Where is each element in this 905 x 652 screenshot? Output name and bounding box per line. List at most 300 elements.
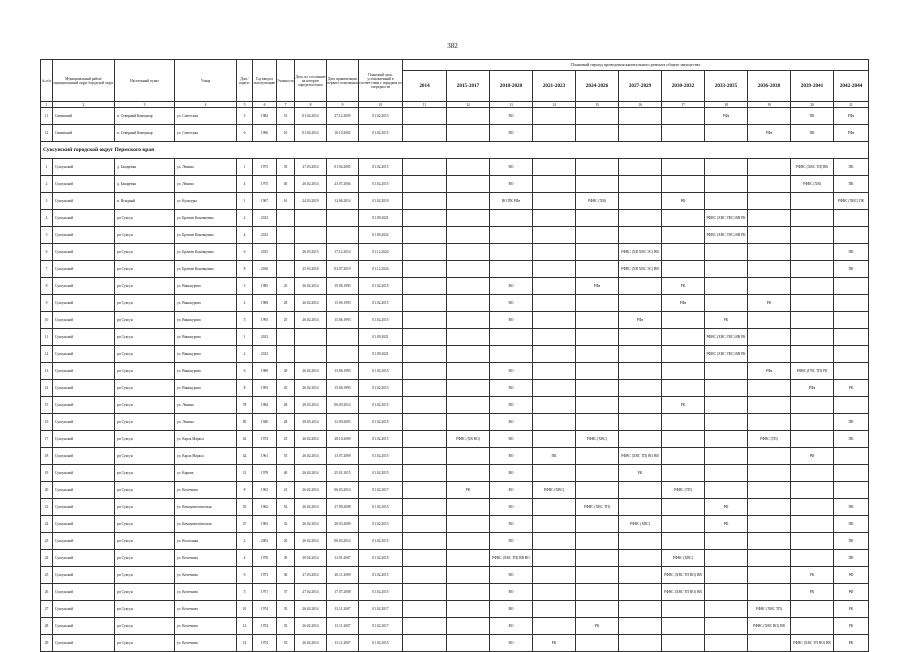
table-cell	[403, 346, 447, 363]
table-cell: РФВС (ХВС) ПК	[834, 193, 869, 210]
table-cell: РФВС (ХВ)	[791, 176, 834, 193]
year-header: 2024-2026	[576, 71, 619, 102]
column-number: 16	[619, 102, 662, 108]
table-cell: РФ	[662, 193, 705, 210]
table-cell	[533, 108, 576, 125]
table-cell	[791, 210, 834, 227]
table-cell	[576, 482, 619, 499]
table-cell	[533, 533, 576, 550]
table-cell: 3	[41, 193, 53, 210]
table-row	[41, 210, 869, 227]
table-cell	[447, 584, 490, 601]
table-cell: 29	[41, 635, 53, 652]
table-cell	[619, 380, 662, 397]
table-cell	[705, 193, 748, 210]
table-cell: РФВС (ТП)	[662, 482, 705, 499]
table-cell	[662, 516, 705, 533]
table-cell: 15.06.1993	[327, 295, 359, 312]
table-cell: ПК	[834, 533, 869, 550]
table-cell	[447, 244, 490, 261]
table-cell: ул. Кочеткова	[175, 482, 237, 499]
table-cell: 16.10.2002	[327, 125, 359, 142]
table-cell: 26.02.2014	[295, 618, 327, 635]
table-cell	[447, 295, 490, 312]
table-cell: 25	[277, 278, 295, 295]
table-cell: 25	[41, 567, 53, 584]
table-cell: 24.03.2019	[295, 193, 327, 210]
table-cell: 01.02.2015	[359, 516, 403, 533]
table-cell: 1974	[253, 618, 277, 635]
table-cell: РФ	[791, 448, 834, 465]
table-cell	[447, 465, 490, 482]
table-cell: 01.04.2005	[327, 159, 359, 176]
table-cell	[748, 227, 791, 244]
table-cell: 28	[41, 618, 53, 635]
table-cell	[705, 465, 748, 482]
table-cell	[447, 618, 490, 635]
table-cell: 1971	[253, 584, 277, 601]
table-cell	[403, 431, 447, 448]
table-cell	[403, 380, 447, 397]
table-cell	[490, 227, 533, 244]
table-cell: 25	[277, 312, 295, 329]
table-row	[41, 312, 869, 329]
table-cell: 15	[41, 397, 53, 414]
table-cell: 26.02.2014	[295, 278, 327, 295]
table-cell	[576, 108, 619, 125]
table-cell: РК	[748, 295, 791, 312]
table-cell: ВО	[490, 567, 533, 584]
table-cell	[662, 618, 705, 635]
table-cell: ул. Кочеткова	[175, 584, 237, 601]
table-cell	[662, 533, 705, 550]
table-cell: РФ	[834, 584, 869, 601]
col-header: Населенный пункт	[115, 60, 175, 102]
table-cell	[791, 618, 834, 635]
table-cell	[403, 618, 447, 635]
table-cell: рп Суксун	[115, 380, 175, 397]
col-header: № п/п	[41, 60, 53, 102]
table-cell: 26.02.2014	[295, 431, 327, 448]
table-cell: 26.02.2014	[295, 601, 327, 618]
table-cell: Суксунский	[53, 465, 115, 482]
table-cell: рп Суксун	[115, 635, 175, 652]
table-cell	[619, 210, 662, 227]
table-row	[41, 380, 869, 397]
table-cell	[533, 125, 576, 142]
table-cell	[576, 227, 619, 244]
table-cell	[533, 363, 576, 380]
table-cell	[533, 176, 576, 193]
table-cell	[403, 567, 447, 584]
column-number: 7	[277, 102, 295, 108]
table-cell	[748, 397, 791, 414]
table-cell: ПК	[834, 431, 869, 448]
table-row	[41, 295, 869, 312]
table-cell: Суксунский	[53, 227, 115, 244]
table-cell	[619, 159, 662, 176]
table-cell	[619, 499, 662, 516]
table-cell: 01.04.2014	[295, 108, 327, 125]
table-cell: ул. Кочеткова	[175, 550, 237, 567]
table-cell: 25.03.2016	[295, 261, 327, 278]
table-cell	[533, 346, 576, 363]
table-cell	[576, 465, 619, 482]
col-header: Муниципальный район/муниципальный округ/городской округ	[53, 60, 115, 102]
table-cell: Суксунский	[53, 312, 115, 329]
table-cell: Суксунский	[53, 567, 115, 584]
table-cell: 1975	[253, 159, 277, 176]
table-cell	[295, 329, 327, 346]
table-row	[41, 278, 869, 295]
table-cell	[533, 550, 576, 567]
table-cell: Суксунский	[53, 329, 115, 346]
table-cell: ПК	[834, 159, 869, 176]
table-cell: 26.02.2014	[295, 380, 327, 397]
table-cell	[619, 125, 662, 142]
year-header: 2030-2032	[662, 71, 705, 102]
table-cell: 01.02.2015	[359, 431, 403, 448]
table-cell	[619, 295, 662, 312]
table-cell	[533, 584, 576, 601]
year-header: 2036-2038	[748, 71, 791, 102]
column-number: 17	[662, 102, 705, 108]
column-number: 18	[705, 102, 748, 108]
table-cell	[447, 448, 490, 465]
table-cell	[662, 329, 705, 346]
table-cell: 1963	[253, 516, 277, 533]
table-cell: ул. Ленина	[175, 159, 237, 176]
table-cell	[748, 108, 791, 125]
table-cell: ул. Винокурова	[175, 346, 237, 363]
table-cell: ВО	[490, 465, 533, 482]
table-cell	[662, 499, 705, 516]
table-cell	[277, 346, 295, 363]
table-cell: 2012	[253, 329, 277, 346]
table-cell: Суксунский	[53, 414, 115, 431]
table-cell: РФВС (ХВ ХВС ЭС) ВВ	[619, 261, 662, 278]
table-cell: 27.03.2014	[295, 567, 327, 584]
year-header: 2014	[403, 71, 447, 102]
table-cell: РК	[834, 601, 869, 618]
table-cell: 01.02.2015	[359, 533, 403, 550]
table-cell: 01.02.2015	[359, 380, 403, 397]
table-cell	[576, 363, 619, 380]
table-cell	[791, 550, 834, 567]
table-cell	[533, 261, 576, 278]
table-cell: 1	[237, 193, 253, 210]
table-cell: РФа	[619, 312, 662, 329]
table-cell: 40	[277, 465, 295, 482]
table-cell: 10	[237, 601, 253, 618]
table-cell	[834, 448, 869, 465]
table-cell: РК	[619, 465, 662, 482]
table-cell: 2	[237, 533, 253, 550]
table-cell	[447, 210, 490, 227]
table-row	[41, 261, 869, 278]
table-cell: ВО	[490, 159, 533, 176]
table-cell: рп Суксун	[115, 516, 175, 533]
table-cell: 06.09.2014	[327, 397, 359, 414]
table-cell	[791, 244, 834, 261]
table-cell	[447, 278, 490, 295]
table-cell	[403, 448, 447, 465]
table-cell: Суксунский	[53, 601, 115, 618]
table-cell	[662, 227, 705, 244]
table-cell: ул. Братьев Коновцевых	[175, 210, 237, 227]
table-cell: 28.03.2014	[295, 397, 327, 414]
table-cell	[662, 431, 705, 448]
table-cell: ул. Колхозная	[175, 533, 237, 550]
table-cell	[447, 380, 490, 397]
table-cell: ВО	[490, 363, 533, 380]
year-header: 2039-2041	[791, 71, 834, 102]
table-cell	[791, 346, 834, 363]
table-cell: ПК	[834, 261, 869, 278]
year-header: 2018-2020	[490, 71, 533, 102]
table-cell	[447, 601, 490, 618]
table-cell: 1	[237, 329, 253, 346]
table-cell: РФВС (ХВС ВО) ВВ	[748, 618, 791, 635]
table-cell	[705, 567, 748, 584]
table-cell	[705, 448, 748, 465]
table-cell: рп Суксун	[115, 329, 175, 346]
table-cell: Суксунский	[53, 363, 115, 380]
table-cell	[662, 176, 705, 193]
table-cell: ПК	[834, 176, 869, 193]
table-cell	[403, 363, 447, 380]
table-row	[41, 465, 869, 482]
table-cell	[403, 312, 447, 329]
table-cell: 26.02.2014	[295, 363, 327, 380]
column-number: 12	[447, 102, 490, 108]
table-cell	[403, 295, 447, 312]
table-cell: Суксунский	[53, 499, 115, 516]
table-cell	[277, 210, 295, 227]
table-cell	[533, 397, 576, 414]
table-cell: п. Северный Коммунар	[115, 108, 175, 125]
table-cell: рп Суксун	[115, 261, 175, 278]
table-cell: 12	[41, 125, 53, 142]
table-cell	[447, 363, 490, 380]
table-cell: Суксунский	[53, 380, 115, 397]
table-cell: 01.02.2015	[359, 108, 403, 125]
table-cell: РК	[791, 567, 834, 584]
table-cell	[447, 193, 490, 210]
table-cell: ПК	[791, 125, 834, 142]
table-cell	[662, 363, 705, 380]
table-cell: 01.02.2015	[359, 635, 403, 652]
table-cell: РК	[834, 635, 869, 652]
table-cell	[490, 261, 533, 278]
table-cell: ул. Коммунистическая	[175, 499, 237, 516]
table-cell: 26.02.2014	[295, 312, 327, 329]
table-cell	[576, 346, 619, 363]
table-cell: 01.04.2014	[295, 125, 327, 142]
table-cell	[490, 244, 533, 261]
table-cell	[619, 414, 662, 431]
table-cell	[748, 499, 791, 516]
table-cell	[662, 210, 705, 227]
table-cell: РФВС (ХВС)	[662, 550, 705, 567]
year-header: 2042-2044	[834, 71, 869, 102]
table-cell	[447, 550, 490, 567]
table-cell: ВО	[490, 125, 533, 142]
table-cell: 35	[237, 499, 253, 516]
table-cell: РФа	[834, 125, 869, 142]
table-cell	[748, 482, 791, 499]
table-cell: 8	[237, 261, 253, 278]
table-row	[41, 363, 869, 380]
column-number: 3	[115, 102, 175, 108]
table-cell	[705, 261, 748, 278]
table-cell: 14	[237, 635, 253, 652]
table-cell: 1982	[253, 108, 277, 125]
table-cell: 17.07.2008	[327, 584, 359, 601]
table-cell: 14	[41, 380, 53, 397]
table-cell: РК	[533, 635, 576, 652]
table-cell	[576, 125, 619, 142]
table-cell: 01.09.2022	[359, 227, 403, 244]
table-cell	[619, 363, 662, 380]
table-cell: 13.07.2009	[327, 448, 359, 465]
table-cell: ул. Коммунистическая	[175, 516, 237, 533]
table-cell	[619, 227, 662, 244]
table-cell: 2	[237, 346, 253, 363]
table-cell	[403, 227, 447, 244]
table-cell: 28.03.2009	[327, 516, 359, 533]
table-cell	[619, 601, 662, 618]
table-cell	[447, 125, 490, 142]
table-cell: 26.02.2014	[295, 448, 327, 465]
table-cell: 1993	[253, 380, 277, 397]
table-cell: 01.02.2015	[359, 550, 403, 567]
table-cell: 6	[237, 363, 253, 380]
table-cell: 42	[237, 448, 253, 465]
table-cell: РФа	[662, 295, 705, 312]
table-cell: ул. Винокурова	[175, 380, 237, 397]
table-cell: 38	[277, 567, 295, 584]
table-cell	[705, 550, 748, 567]
table-cell	[791, 397, 834, 414]
table-cell	[662, 312, 705, 329]
table-cell	[705, 414, 748, 431]
table-cell	[447, 176, 490, 193]
table-cell: 7	[41, 261, 53, 278]
table-row	[41, 414, 869, 431]
table-cell: РФВС (ХВС ГВС) ВВ РК	[705, 210, 748, 227]
table-cell: РФВС (ХВ)	[576, 193, 619, 210]
table-cell	[533, 516, 576, 533]
table-cell: 9	[237, 567, 253, 584]
table-cell	[619, 346, 662, 363]
table-cell: 22	[41, 516, 53, 533]
table-cell	[705, 635, 748, 652]
table-cell: ВО	[490, 312, 533, 329]
table-cell	[791, 278, 834, 295]
table-cell: 01.02.2019	[359, 193, 403, 210]
table-cell	[662, 448, 705, 465]
table-cell: 28	[277, 295, 295, 312]
table-cell: Суксунский	[53, 533, 115, 550]
table-row	[41, 176, 869, 193]
table-cell: ВО	[490, 584, 533, 601]
table-cell: 4	[237, 550, 253, 567]
table-cell: 01.02.2015	[359, 465, 403, 482]
table-cell: 12.06.2014	[327, 193, 359, 210]
table-cell	[705, 584, 748, 601]
table-cell: 06.03.2014	[327, 533, 359, 550]
table-cell: РФВС (ХВС)	[533, 482, 576, 499]
table-cell: 01.02.2017	[359, 618, 403, 635]
table-cell: 26.03.2015	[295, 244, 327, 261]
table-cell: РФ	[834, 567, 869, 584]
table-cell	[791, 329, 834, 346]
table-cell: РФВС (ХВС ТП)	[576, 499, 619, 516]
table-cell	[490, 329, 533, 346]
table-cell	[705, 244, 748, 261]
table-cell: ул. Культуры	[175, 193, 237, 210]
table-cell	[576, 448, 619, 465]
table-cell: 52	[277, 499, 295, 516]
table-cell: 10	[41, 312, 53, 329]
table-cell: рп Суксун	[115, 550, 175, 567]
table-cell: 32	[277, 516, 295, 533]
column-number: 10	[359, 102, 403, 108]
table-cell	[748, 533, 791, 550]
table-cell: РФа	[748, 125, 791, 142]
table-cell: ул. Винокурова	[175, 312, 237, 329]
table-cell: 4	[237, 176, 253, 193]
table-cell: РФа	[705, 108, 748, 125]
table-row	[41, 244, 869, 261]
table-cell: 37	[277, 584, 295, 601]
table-cell: Суксунский	[53, 431, 115, 448]
table-cell	[576, 567, 619, 584]
table-cell	[619, 635, 662, 652]
table-cell	[834, 346, 869, 363]
table-cell: ВО	[490, 533, 533, 550]
table-cell: 21	[41, 499, 53, 516]
table-cell	[447, 533, 490, 550]
table-cell	[791, 516, 834, 533]
table-cell: 27	[41, 601, 53, 618]
table-cell: ПК	[533, 448, 576, 465]
table-cell: ул. Советская	[175, 108, 237, 125]
table-cell: 1967	[253, 193, 277, 210]
table-cell	[403, 176, 447, 193]
table-cell	[576, 397, 619, 414]
table-cell	[576, 414, 619, 431]
table-cell: 01.12.2024	[359, 244, 403, 261]
table-cell	[533, 414, 576, 431]
table-cell: РФВС (ХВ ХВС ЭС) ВВ	[619, 244, 662, 261]
table-cell: 26.02.2014	[295, 499, 327, 516]
table-cell: 01.09.2021	[359, 346, 403, 363]
table-cell: 16	[41, 414, 53, 431]
table-cell: рп Суксун	[115, 278, 175, 295]
col-header: Дата, по состоянию на которую определен износ	[295, 60, 327, 102]
table-cell: 24	[41, 550, 53, 567]
table-cell	[576, 601, 619, 618]
table-cell: 47	[237, 516, 253, 533]
table-cell: РФ	[705, 516, 748, 533]
table-cell: Суксунский	[53, 448, 115, 465]
table-cell	[705, 618, 748, 635]
table-cell	[705, 601, 748, 618]
table-cell: ул. Ленина	[175, 176, 237, 193]
column-number: 14	[533, 102, 576, 108]
